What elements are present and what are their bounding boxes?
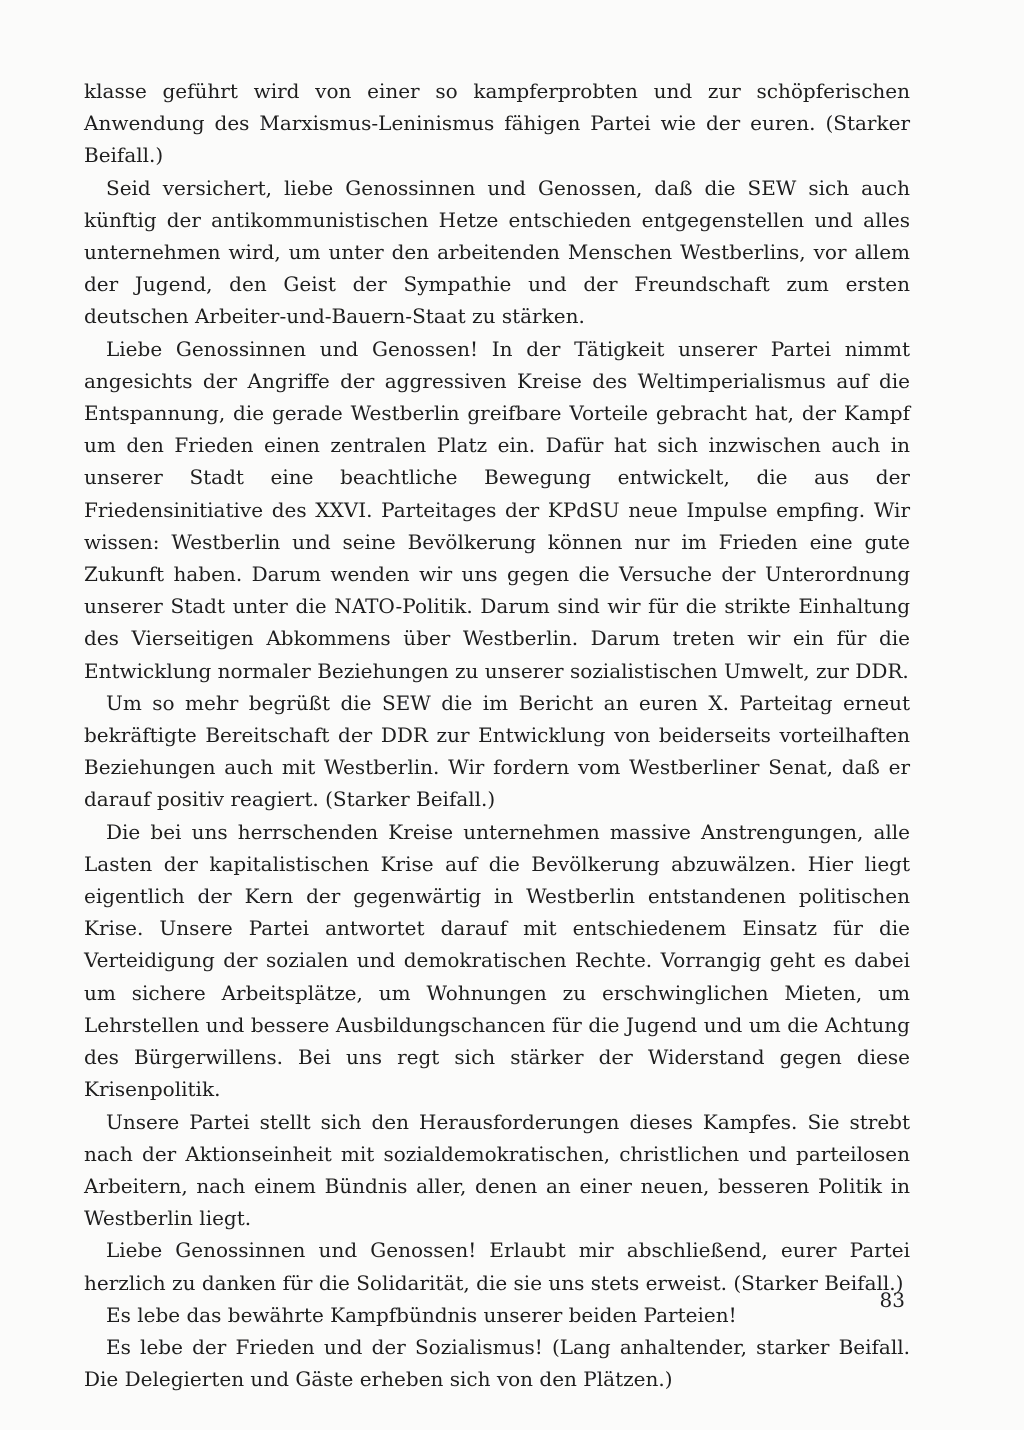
paragraph: Seid versichert, liebe Genossinnen und Genossen, daß die SEW sich auch künftig der antikommunistischen Hetze entschieden entgegenstellen und alles unternehmen wird, um unter den arbeitenden Menschen Westberlins, vor allem der Jugend, den Geist der Sympathie und der Freundschaft zum ersten deutschen Arbeiter-und-Bauern-Staat zu stärken. <box>84 175 910 329</box>
paragraph-continued: klasse geführt wird von einer so kampferprobten und zur schöpferischen Anwendung des Marxismus-Leninismus fähigen Partei wie der euren. (Starker Beifall.) <box>84 79 910 168</box>
paragraph: Unsere Partei stellt sich den Herausforderungen dieses Kampfes. Sie strebt nach der Aktionseinheit mit sozialdemokratischen, christlichen und parteilosen Arbeitern, nach einem Bündnis aller, denen an einer neuen, besseren Politik in Westberlin liegt. <box>84 1109 910 1231</box>
page-number: 83 <box>879 1288 905 1312</box>
paragraph: Es lebe der Frieden und der Sozialismus! (Lang anhaltender, starker Beifall. Die Delegierten und Gäste erheben sich von den Plätzen.) <box>84 1334 910 1392</box>
paragraph: Um so mehr begrüßt die SEW die im Bericht an euren X. Parteitag erneut bekräftigte Bereitschaft der DDR zur Entwicklung von beiderseits vorteilhaften Beziehungen auch mit Westberlin. Wir fordern vom Westberliner Senat, daß er darauf positiv reagiert. (Starker Beifall.) <box>84 690 910 812</box>
body-text <box>84 75 910 1395</box>
paragraph: Die bei uns herrschenden Kreise unternehmen massive Anstrengungen, alle Lasten der kapitalistischen Krise auf die Bevölkerung abzuwälzen. Hier liegt eigentlich der Kern der gegenwärtig in Westberlin entstandenen politischen Krise. Unsere Partei antwortet darauf mit entschiedenem Einsatz für die Verteidigung der sozialen und demokratischen Rechte. Vorrangig geht es dabei um sichere Arbeitsplätze, um Wohnungen zu erschwinglichen Mieten, um Lehrstellen und bessere Ausbildungschancen für die Jugend und um die Achtung des Bürgerwillens. Bei uns regt sich stärker der Widerstand gegen diese Krisenpolitik. <box>84 819 910 1102</box>
paragraph: Liebe Genossinnen und Genossen! Erlaubt mir abschließend, eurer Partei herzlich zu danken für die Solidarität, die sie uns stets erweist. (Starker Beifall.) <box>84 1238 910 1295</box>
paragraph: Liebe Genossinnen und Genossen! In der Tätigkeit unserer Partei nimmt angesichts der Angriffe der aggressiven Kreise des Weltimperialismus auf die Entspannung, die gerade Westberlin greifbare Vorteile gebracht hat, der Kampf um den Frieden einen zentralen Platz ein. Dafür hat sich inzwischen auch in unserer Stadt eine beachtliche Bewegung entwickelt, die aus der Friedensinitiative des XXVI. Parteitages der KPdSU neue Impulse empfing. Wir wissen: Westberlin und seine Bevölkerung können nur im Frieden eine gute Zukunft haben. Darum wenden wir uns gegen die Versuche der Unterordnung unserer Stadt unter die NATO-Politik. Darum sind wir für die strikte Einhaltung des Vierseitigen Abkommens über Westberlin. Darum treten wir ein für die Entwicklung normaler Beziehungen zu unserer sozialistischen Umwelt, zur DDR. <box>84 336 910 683</box>
paragraph: Es lebe das bewährte Kampfbündnis unserer beiden Parteien! <box>106 1302 737 1327</box>
